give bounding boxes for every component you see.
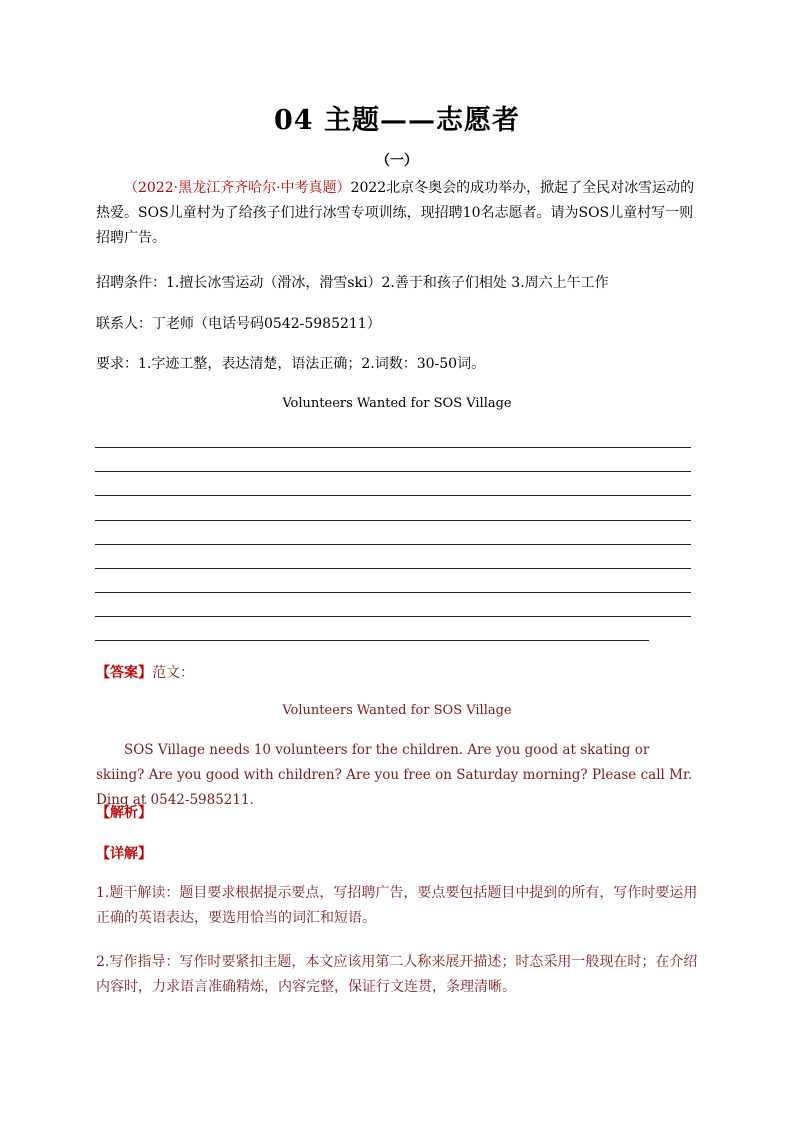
detail-label: 【详解】: [96, 846, 152, 862]
answer-line: [95, 471, 691, 472]
detail-point-2: 2.写作指导：写作时要紧扣主题，本文应该用第二人称来展开描述；时态采用一般现在时；在介绍内容时，力求语言准确精炼，内容完整，保证行文连贯，条理清晰。: [96, 954, 698, 995]
question-text: 2022北京冬奥会的成功举办，掀起了全民对冰雪运动的热爱。SOS儿童村为了给孩子们进行冰雪专项训练，现招聘10名志愿者。请为SOS儿童村写一则招聘广告。: [96, 180, 695, 246]
essay-text: SOS Village needs 10 volunteers for the children. Are you good at skating or skiing? Are you good with children? Are you free on Saturday morning? Please call Mr. Ding at 0542-5985211.: [96, 742, 693, 808]
answer-heading: [96, 662, 194, 684]
answer-line: [95, 640, 649, 641]
answer-line: [95, 447, 691, 448]
page-title: 04 主题——志愿者: [274, 105, 520, 136]
question-source: （2022·黑龙江齐齐哈尔·中考真题）: [124, 180, 351, 196]
writing-title: Volunteers Wanted for SOS Village: [282, 396, 512, 411]
answer-line: [95, 520, 691, 521]
answer-line: [95, 568, 691, 569]
answer-line: [95, 544, 691, 545]
essay-title: Volunteers Wanted for SOS Village: [282, 703, 512, 718]
detail-point-1: 1.题干解读：题目要求根据提示要点，写招聘广告，要点要包括题目中提到的所有，写作时要运用正确的英语表达，要选用恰当的词汇和短语。: [96, 885, 698, 926]
answer-label-suffix: 范文：: [152, 665, 194, 681]
recruit-conditions: 招聘条件：1.擅长冰雪运动（滑冰，滑雪ski）2.善于和孩子们相处 3.周六上午工作: [96, 275, 609, 291]
answer-label: 【答案】: [96, 665, 152, 681]
answer-line: [95, 495, 691, 496]
answer-line: [95, 616, 691, 617]
analysis-label: 【解析】: [96, 805, 152, 821]
writing-requirements: 要求：1.字迹工整，表达清楚，语法正确；2.词数：30-50词。: [96, 356, 486, 372]
contact-person: 联系人：丁老师（电话号码0542-5985211）: [96, 316, 381, 332]
answer-line: [95, 592, 691, 593]
section-number: （一）: [376, 153, 418, 169]
question-intro: [96, 176, 700, 251]
